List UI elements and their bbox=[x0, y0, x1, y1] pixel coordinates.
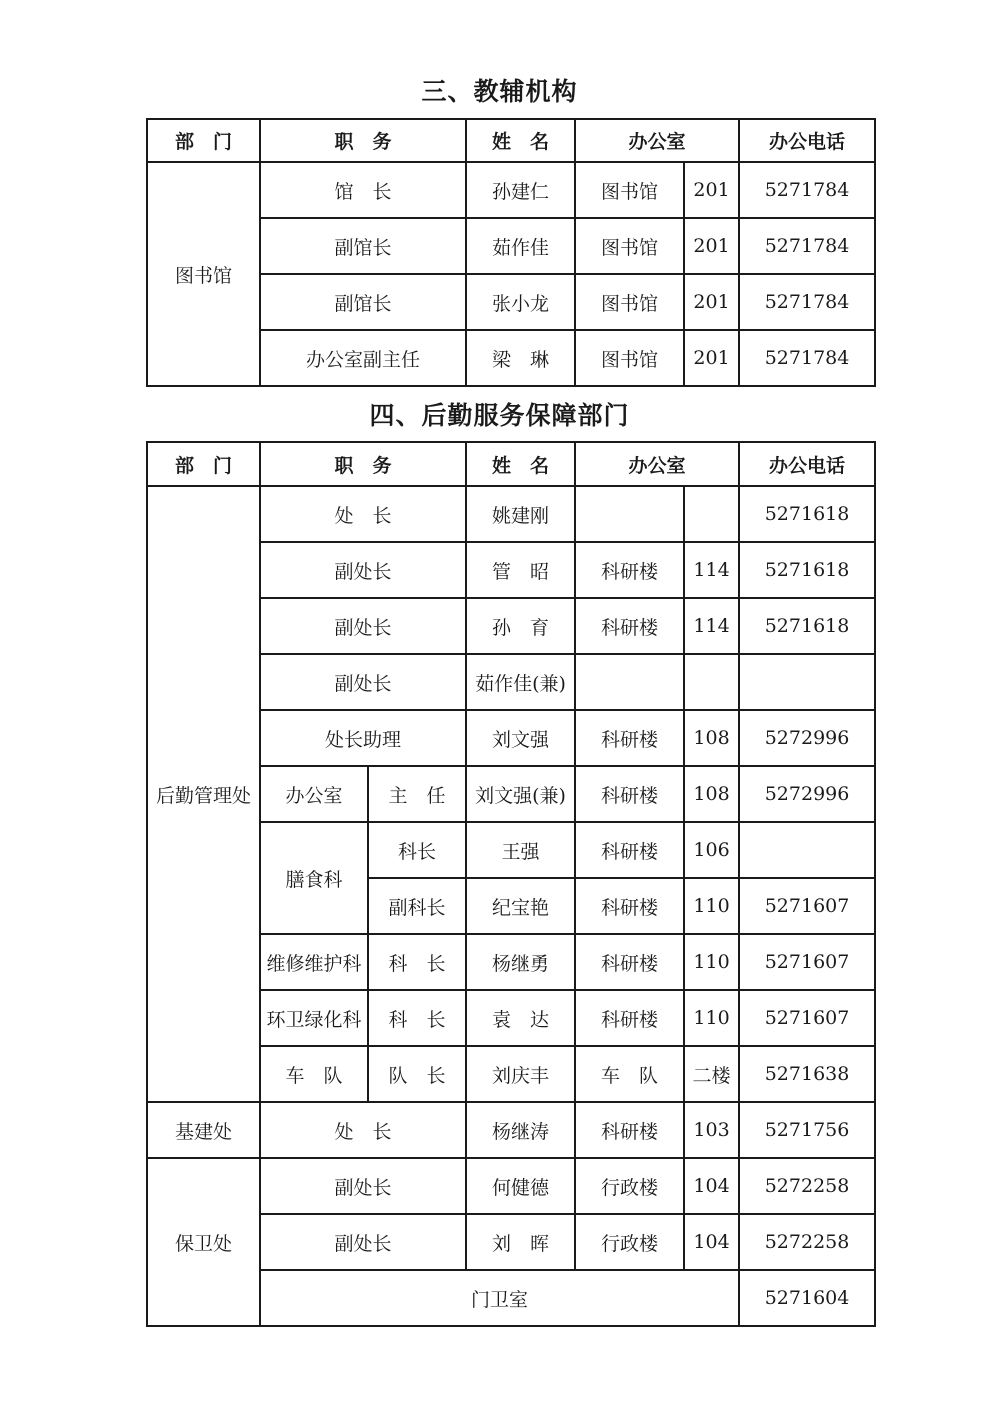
building-cell: 科研楼 bbox=[575, 766, 684, 822]
phone-cell: 5272258 bbox=[739, 1158, 875, 1214]
building-cell: 科研楼 bbox=[575, 542, 684, 598]
name-cell: 孙 育 bbox=[466, 598, 575, 654]
building-cell: 图书馆 bbox=[575, 330, 684, 386]
phone-cell: 5271784 bbox=[739, 218, 875, 274]
room-cell: 108 bbox=[684, 710, 739, 766]
room-cell: 114 bbox=[684, 598, 739, 654]
phone-cell: 5271607 bbox=[739, 990, 875, 1046]
building-cell: 图书馆 bbox=[575, 162, 684, 218]
position-cell: 副馆长 bbox=[260, 274, 466, 330]
phone-cell: 5272996 bbox=[739, 710, 875, 766]
room-cell: 201 bbox=[684, 330, 739, 386]
position-cell: 副处长 bbox=[260, 1214, 466, 1270]
phone-cell: 5272258 bbox=[739, 1214, 875, 1270]
header-office: 办公室 bbox=[575, 119, 739, 162]
header-dept: 部 门 bbox=[147, 442, 260, 486]
name-cell: 刘文强(兼) bbox=[466, 766, 575, 822]
phone-cell: 5271784 bbox=[739, 162, 875, 218]
position-cell: 科 长 bbox=[368, 934, 466, 990]
name-cell: 姚建刚 bbox=[466, 486, 575, 542]
header-phone: 办公电话 bbox=[739, 119, 875, 162]
unit-cell: 办公室 bbox=[260, 766, 368, 822]
name-cell: 何健德 bbox=[466, 1158, 575, 1214]
position-cell: 副科长 bbox=[368, 878, 466, 934]
header-position: 职 务 bbox=[260, 442, 466, 486]
phone-cell: 5271638 bbox=[739, 1046, 875, 1102]
phone-cell bbox=[739, 822, 875, 878]
room-cell: 201 bbox=[684, 274, 739, 330]
room-cell: 104 bbox=[684, 1214, 739, 1270]
name-cell: 刘文强 bbox=[466, 710, 575, 766]
position-cell: 副处长 bbox=[260, 542, 466, 598]
position-cell: 副处长 bbox=[260, 654, 466, 710]
section4-table bbox=[146, 441, 876, 1327]
header-phone: 办公电话 bbox=[739, 442, 875, 486]
room-cell: 106 bbox=[684, 822, 739, 878]
name-cell: 孙建仁 bbox=[466, 162, 575, 218]
building-cell: 科研楼 bbox=[575, 878, 684, 934]
phone-cell: 5271784 bbox=[739, 330, 875, 386]
section3-table bbox=[146, 118, 876, 387]
header-name: 姓 名 bbox=[466, 119, 575, 162]
section3-title: 三、教辅机构 bbox=[421, 77, 578, 106]
position-cell: 办公室副主任 bbox=[260, 330, 466, 386]
name-cell: 纪宝艳 bbox=[466, 878, 575, 934]
room-cell: 110 bbox=[684, 934, 739, 990]
building-cell: 行政楼 bbox=[575, 1214, 684, 1270]
building-cell bbox=[575, 486, 684, 542]
phone-cell: 5271607 bbox=[739, 934, 875, 990]
unit-cell: 环卫绿化科 bbox=[260, 990, 368, 1046]
dept-cell: 图书馆 bbox=[147, 162, 260, 386]
phone-cell: 5271756 bbox=[739, 1102, 875, 1158]
room-cell: 110 bbox=[684, 990, 739, 1046]
name-cell: 梁 琳 bbox=[466, 330, 575, 386]
table-header-row bbox=[147, 119, 875, 162]
room-cell: 110 bbox=[684, 878, 739, 934]
building-cell: 行政楼 bbox=[575, 1158, 684, 1214]
building-cell: 车 队 bbox=[575, 1046, 684, 1102]
room-cell: 104 bbox=[684, 1158, 739, 1214]
room-cell bbox=[684, 486, 739, 542]
section4-title: 四、后勤服务保障部门 bbox=[369, 401, 630, 430]
room-cell: 201 bbox=[684, 162, 739, 218]
phone-cell: 5271784 bbox=[739, 274, 875, 330]
header-name: 姓 名 bbox=[466, 442, 575, 486]
table-row bbox=[147, 162, 875, 218]
position-cell: 副馆长 bbox=[260, 218, 466, 274]
name-cell: 杨继涛 bbox=[466, 1102, 575, 1158]
unit-cell: 膳食科 bbox=[260, 822, 368, 934]
unit-cell: 维修维护科 bbox=[260, 934, 368, 990]
table-row bbox=[147, 1102, 875, 1158]
name-cell: 袁 达 bbox=[466, 990, 575, 1046]
name-cell: 张小龙 bbox=[466, 274, 575, 330]
name-cell: 刘庆丰 bbox=[466, 1046, 575, 1102]
dept-cell: 基建处 bbox=[147, 1102, 260, 1158]
phone-cell: 5271618 bbox=[739, 486, 875, 542]
position-cell: 处 长 bbox=[260, 486, 466, 542]
building-cell: 科研楼 bbox=[575, 710, 684, 766]
gate-room-cell: 门卫室 bbox=[260, 1270, 739, 1326]
name-cell: 管 昭 bbox=[466, 542, 575, 598]
position-cell: 科 长 bbox=[368, 990, 466, 1046]
name-cell: 茹作佳 bbox=[466, 218, 575, 274]
position-cell: 队 长 bbox=[368, 1046, 466, 1102]
building-cell: 图书馆 bbox=[575, 274, 684, 330]
name-cell: 杨继勇 bbox=[466, 934, 575, 990]
phone-cell: 5272996 bbox=[739, 766, 875, 822]
name-cell: 刘 晖 bbox=[466, 1214, 575, 1270]
building-cell: 图书馆 bbox=[575, 218, 684, 274]
position-cell: 处 长 bbox=[260, 1102, 466, 1158]
position-cell: 主 任 bbox=[368, 766, 466, 822]
phone-cell: 5271607 bbox=[739, 878, 875, 934]
room-cell: 201 bbox=[684, 218, 739, 274]
phone-cell: 5271618 bbox=[739, 598, 875, 654]
building-cell bbox=[575, 654, 684, 710]
room-cell: 114 bbox=[684, 542, 739, 598]
room-cell: 108 bbox=[684, 766, 739, 822]
header-position: 职 务 bbox=[260, 119, 466, 162]
building-cell: 科研楼 bbox=[575, 1102, 684, 1158]
phone-cell: 5271604 bbox=[739, 1270, 875, 1326]
table-row bbox=[147, 486, 875, 542]
phone-cell: 5271618 bbox=[739, 542, 875, 598]
header-dept: 部 门 bbox=[147, 119, 260, 162]
unit-cell: 车 队 bbox=[260, 1046, 368, 1102]
header-office: 办公室 bbox=[575, 442, 739, 486]
table-row bbox=[147, 1158, 875, 1214]
dept-cell: 后勤管理处 bbox=[147, 486, 260, 1102]
position-cell: 馆 长 bbox=[260, 162, 466, 218]
building-cell: 科研楼 bbox=[575, 934, 684, 990]
room-cell: 103 bbox=[684, 1102, 739, 1158]
table-header-row bbox=[147, 442, 875, 486]
dept-cell: 保卫处 bbox=[147, 1158, 260, 1326]
name-cell: 王强 bbox=[466, 822, 575, 878]
building-cell: 科研楼 bbox=[575, 598, 684, 654]
position-cell: 处长助理 bbox=[260, 710, 466, 766]
position-cell: 副处长 bbox=[260, 598, 466, 654]
position-cell: 副处长 bbox=[260, 1158, 466, 1214]
building-cell: 科研楼 bbox=[575, 822, 684, 878]
name-cell: 茹作佳(兼) bbox=[466, 654, 575, 710]
room-cell bbox=[684, 654, 739, 710]
position-cell: 科长 bbox=[368, 822, 466, 878]
room-cell: 二楼 bbox=[684, 1046, 739, 1102]
building-cell: 科研楼 bbox=[575, 990, 684, 1046]
phone-cell bbox=[739, 654, 875, 710]
